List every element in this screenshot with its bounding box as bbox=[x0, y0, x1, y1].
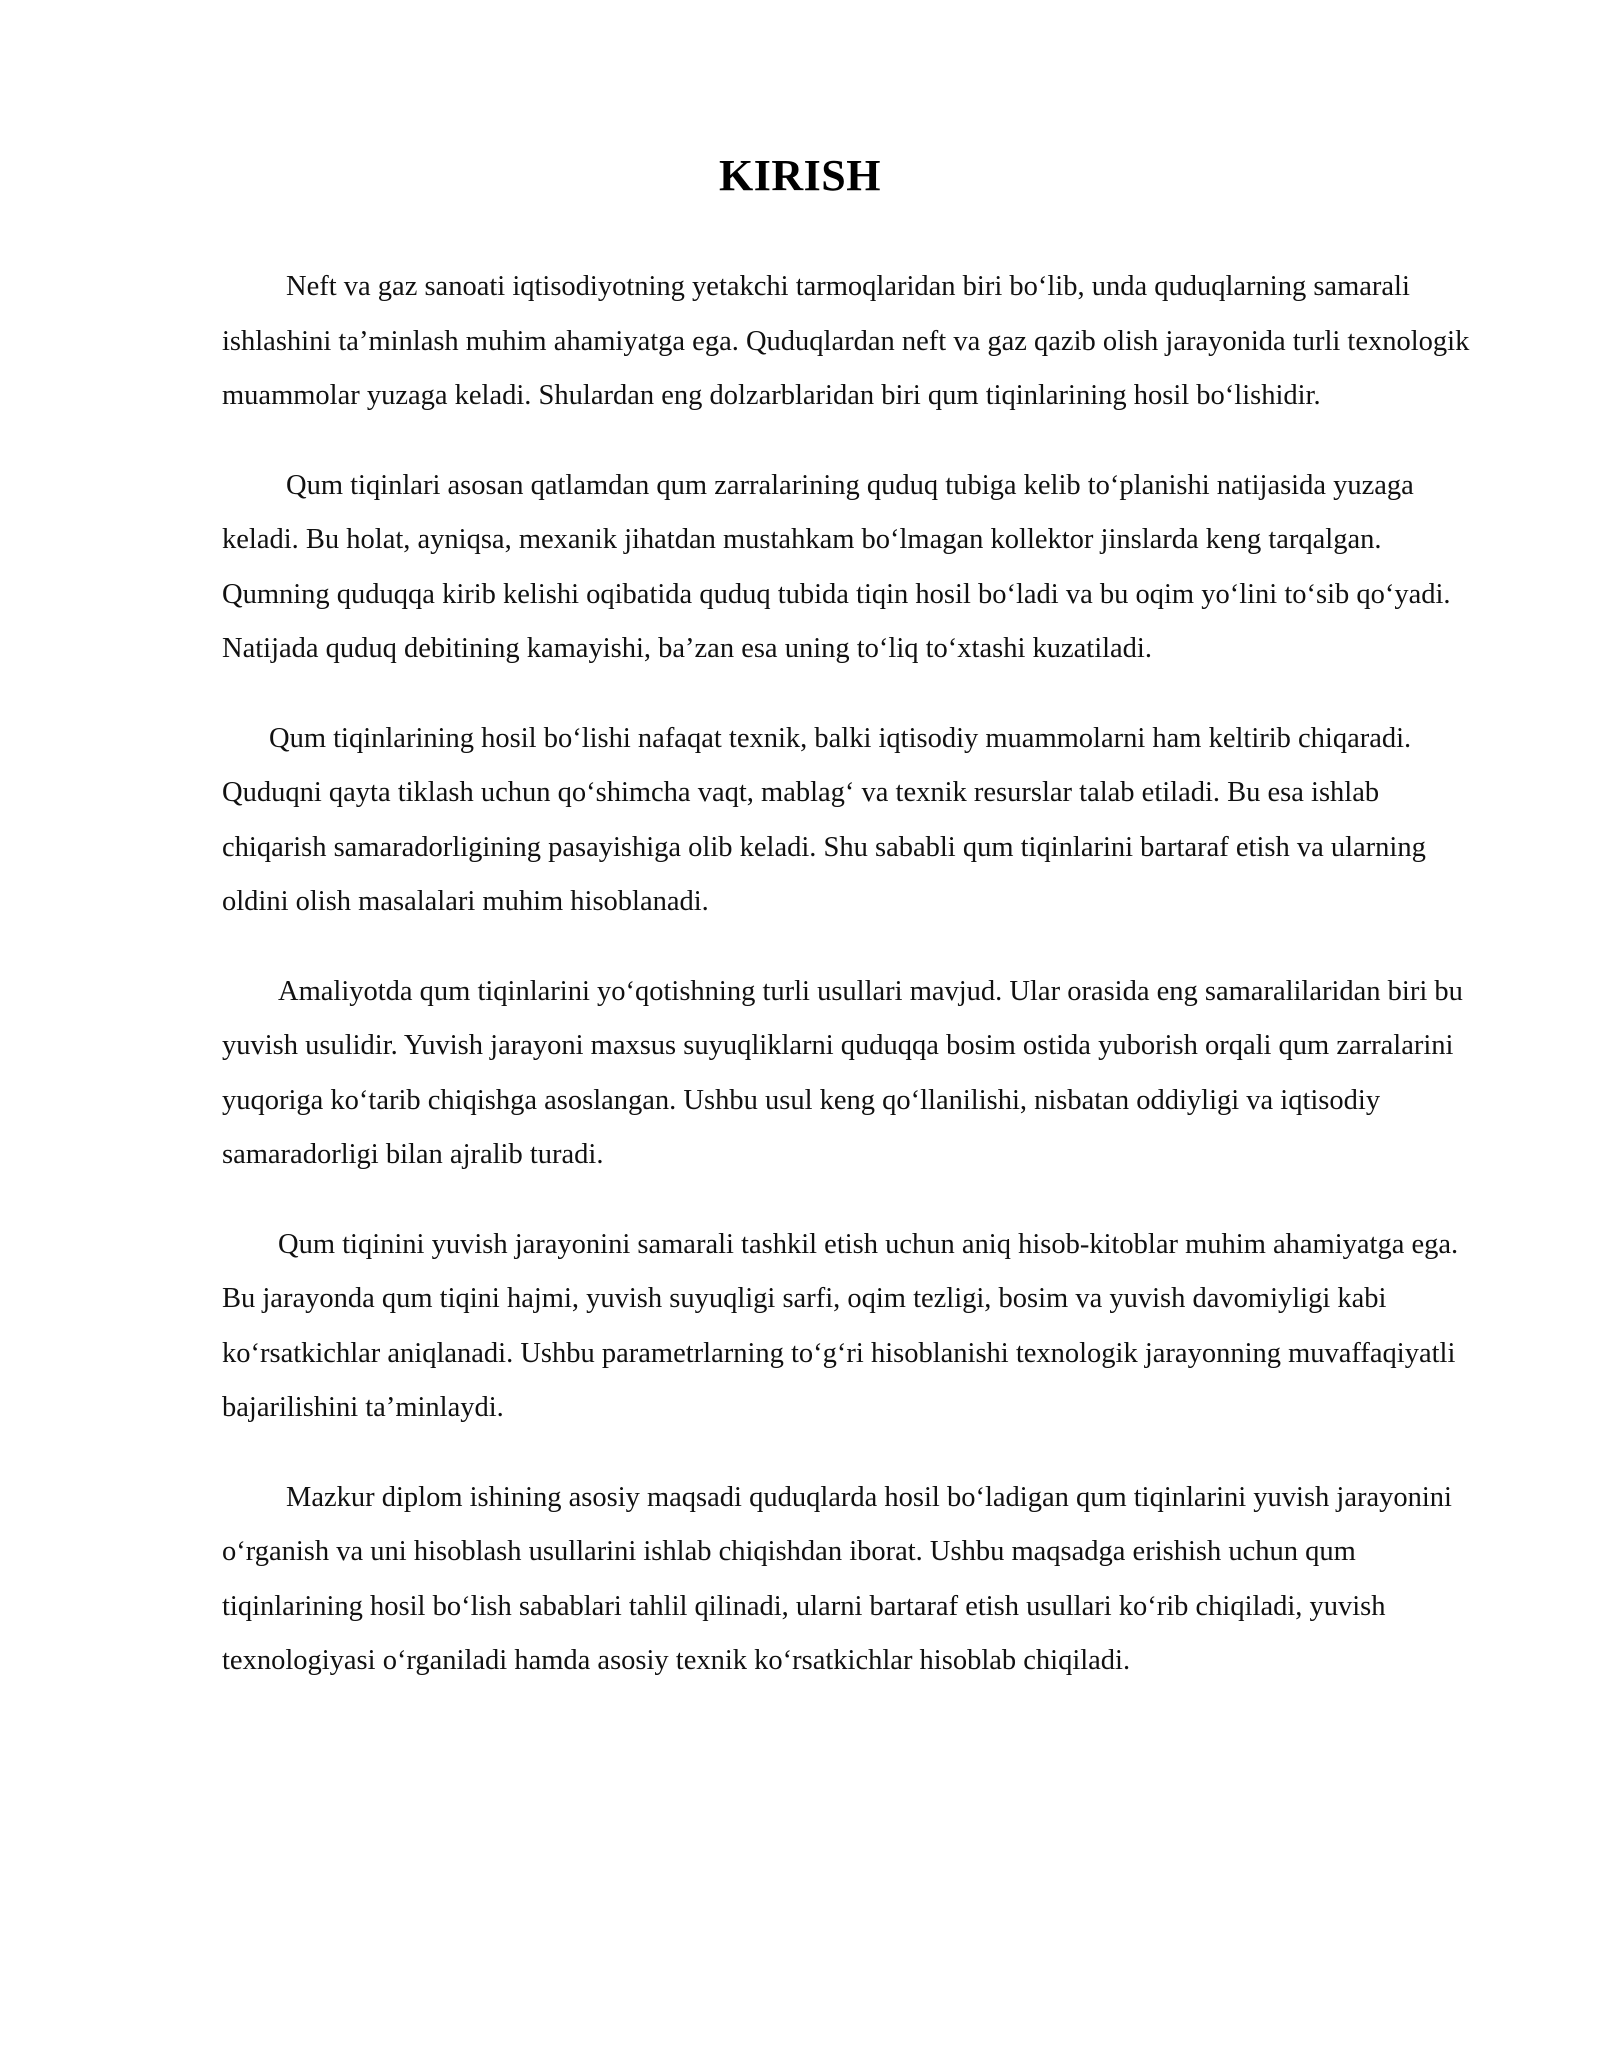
paragraph-6: Mazkur diplom ishining asosiy maqsadi quduqlarda hosil bo‘ladigan qum tiqinlarini yuvish jarayonini o‘rganish va uni hisoblash usullarini ishlab chiqishdan iborat. Ushbu maqsadga erishish uchun qum tiqinlarining hosil bo‘lish sabablari tahlil qilinadi, ularni bartaraf etish usullari ko‘rib chiqiladi, yuvish texnologiyasi o‘rganiladi hamda asosiy texnik ko‘rsatkichlar hisoblab chiqiladi. bbox=[222, 1481, 1452, 1676]
document-body bbox=[222, 260, 1482, 1724]
paragraph-1: Neft va gaz sanoati iqtisodiyotning yetakchi tarmoqlaridan biri bo‘lib, unda quduqlarning samarali ishlashini ta’minlash muhim ahamiyatga ega. Quduqlardan neft va gaz qazib olish jarayonida turli texnologik muammolar yuzaga keladi. Shulardan eng dolzarblaridan biri qum tiqinlarining hosil bo‘lishidir. bbox=[222, 271, 1470, 411]
paragraph-3: Qum tiqinlarining hosil bo‘lishi nafaqat texnik, balki iqtisodiy muammolarni ham keltirib chiqaradi. Quduqni qayta tiklash uchun qo‘shimcha vaqt, mablag‘ va texnik resurslar talab etiladi. Bu esa ishlab chiqarish samaradorligining pasayishiga olib keladi. Shu sababli qum tiqinlarini bartaraf etish va ularning oldini olish masalalari muhim hisoblanadi. bbox=[222, 722, 1426, 917]
page-title: KIRISH bbox=[719, 151, 881, 200]
paragraph-4: Amaliyotda qum tiqinlarini yo‘qotishning turli usullari mavjud. Ular orasida eng samaralilaridan biri bu yuvish usulidir. Yuvish jarayoni maxsus suyuqliklarni quduqqa bosim ostida yuborish orqali qum zarralarini yuqoriga ko‘tarib chiqishga asoslangan. Ushbu usul keng qo‘llanilishi, nisbatan oddiyligi va iqtisodiy samaradorligi bilan ajralib turadi. bbox=[222, 975, 1463, 1170]
paragraph-2: Qum tiqinlari asosan qatlamdan qum zarralarining quduq tubiga kelib to‘planishi natijasida yuzaga keladi. Bu holat, ayniqsa, mexanik jihatdan mustahkam bo‘lmagan kollektor jinslarda keng tarqalgan. Qumning quduqqa kirib kelishi oqibatida quduq tubida tiqin hosil bo‘ladi va bu oqim yo‘lini to‘sib qo‘yadi. Natijada quduq debitining kamayishi, ba’zan esa uning to‘liq to‘xtashi kuzatiladi. bbox=[222, 469, 1451, 664]
paragraph-5: Qum tiqinini yuvish jarayonini samarali tashkil etish uchun aniq hisob-kitoblar muhim ahamiyatga ega. Bu jarayonda qum tiqini hajmi, yuvish suyuqligi sarfi, oqim tezligi, bosim va yuvish davomiyligi kabi ko‘rsatkichlar aniqlanadi. Ushbu parametrlarning to‘g‘ri hisoblanishi texnologik jarayonning muvaffaqiyatli bajarilishini ta’minlaydi. bbox=[222, 1228, 1459, 1423]
